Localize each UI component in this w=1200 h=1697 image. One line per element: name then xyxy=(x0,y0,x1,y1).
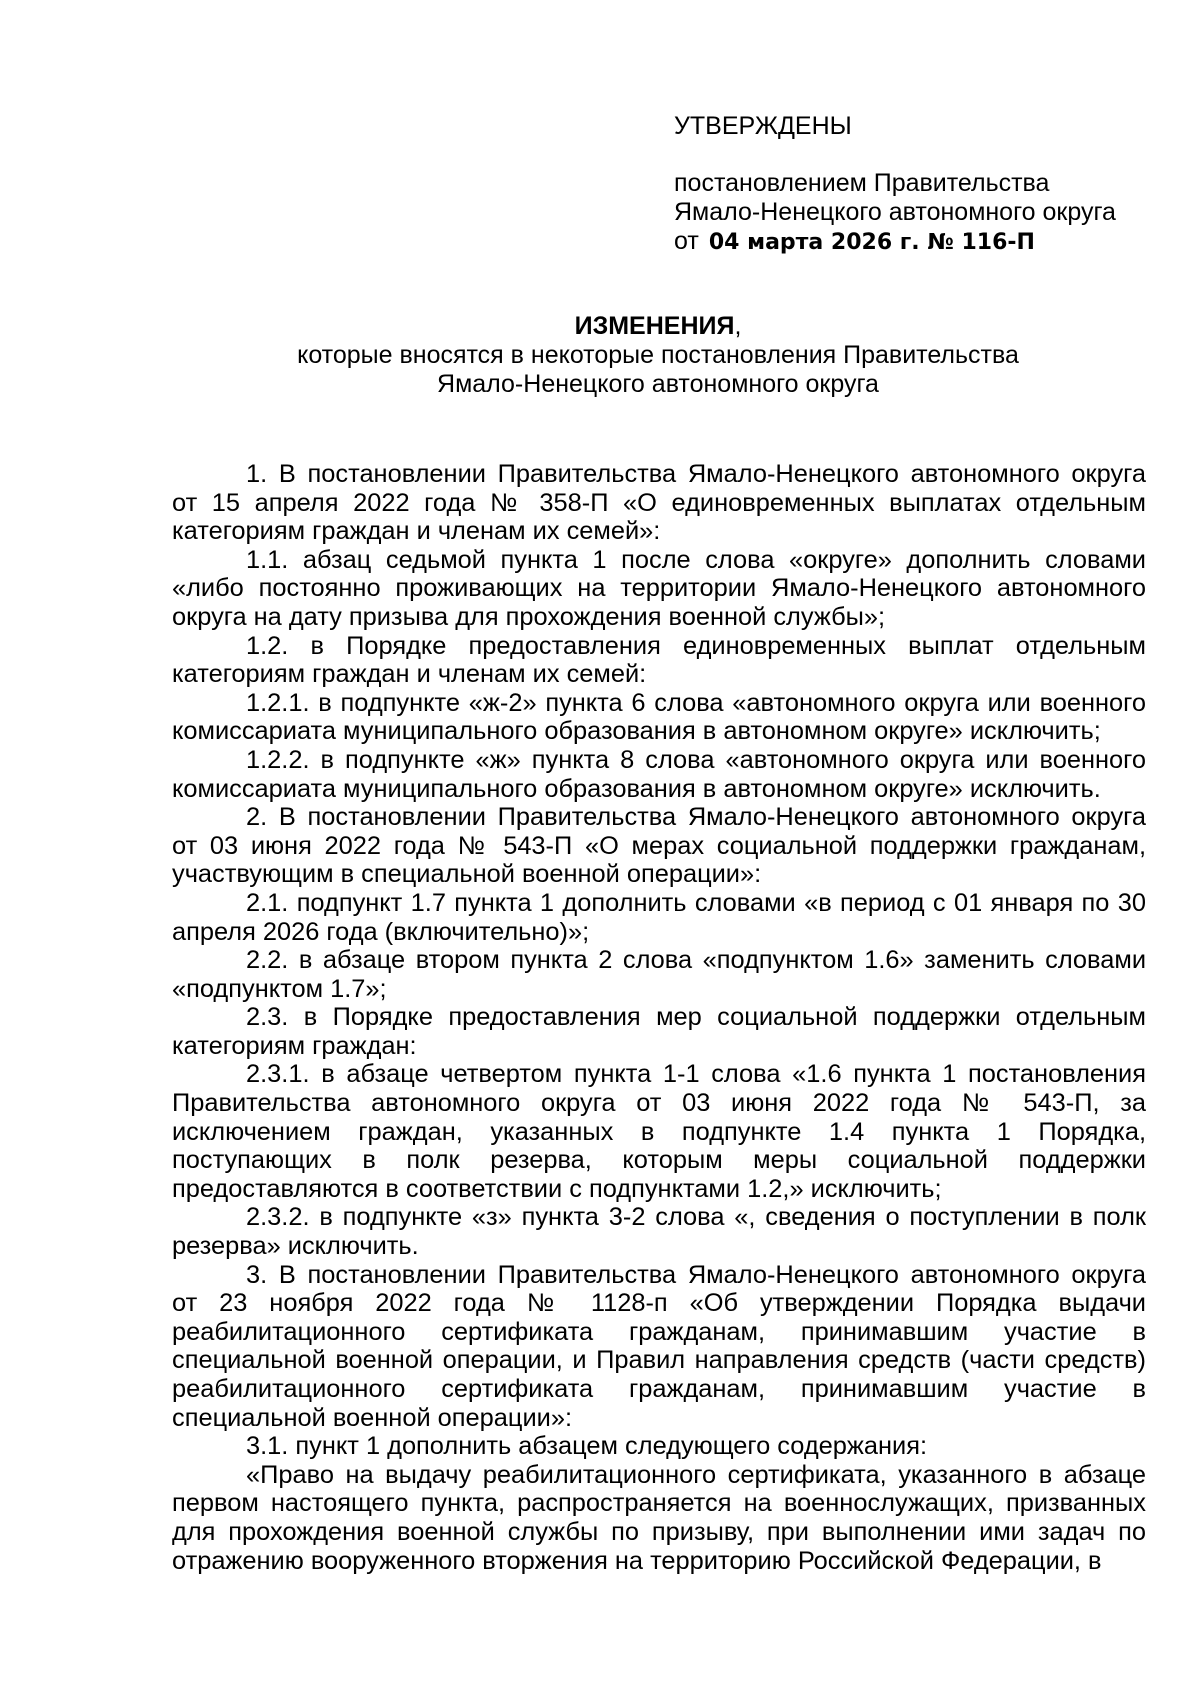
paragraph-2-2: 2.2. в абзаце втором пункта 2 слова «подпунктом 1.6» заменить словами «подпунктом 1.7»; xyxy=(172,946,1146,1003)
document-title xyxy=(172,312,1144,399)
approval-date-number: 04 марта 2026 г. № 116-П xyxy=(708,230,1035,255)
paragraph-1-2-2: 1.2.2. в подпункте «ж» пункта 8 слова «автономного округа или военного комиссариата муниципального образования в автономном округе» исключить. xyxy=(172,745,1146,803)
document-body xyxy=(172,460,1146,1575)
approval-region-line: Ямало-Ненецкого автономного округа xyxy=(674,198,1116,226)
title-subtitle-line-1: которые вносятся в некоторые постановления Правительства xyxy=(297,341,1019,369)
paragraph-2-3-2: 2.3.2. в подпункте «з» пункта 3-2 слова «, сведения о поступлении в полк резерва» исключить. xyxy=(172,1203,1146,1261)
paragraph-2-3: 2.3. в Порядке предоставления мер социальной поддержки отдельным категориям граждан: xyxy=(172,1003,1146,1060)
title-main: ИЗМЕНЕНИЯ xyxy=(574,312,735,340)
paragraph-3: 3. В постановлении Правительства Ямало-Ненецкого автономного округа от 23 ноября 2022 года № 1128-п «Об утверждении Порядка выдачи реабилитационного сертификата гражданам, принимавшим участие в специальной военной операции, и Правил направления средств (части средств) реабилитационного сертификата гражданам, принимавшим участие в специальной военной операции»: xyxy=(172,1260,1146,1432)
title-main-line xyxy=(172,312,1144,341)
paragraph-2-1: 2.1. подпункт 1.7 пункта 1 дополнить словами «в период с 01 января по 30 апреля 2026 года (включительно)»; xyxy=(172,888,1146,946)
approval-block xyxy=(674,112,1154,257)
paragraph-1-1: 1.1. абзац седьмой пункта 1 после слова «округе» дополнить словами «либо постоянно проживающих на территории Ямало-Ненецкого автономного округа на дату призыва для прохождения военной службы»; xyxy=(172,545,1146,631)
paragraph-1-2-1: 1.2.1. в подпункте «ж-2» пункта 6 слова «автономного округа или военного комиссариата муниципального образования в автономном округе» исключить; xyxy=(172,688,1146,746)
paragraph-3-1: 3.1. пункт 1 дополнить абзацем следующего содержания: xyxy=(246,1432,928,1461)
title-subtitle-line-2: Ямало-Ненецкого автономного округа xyxy=(437,370,879,398)
title-comma: , xyxy=(734,312,742,340)
approval-date-line xyxy=(674,227,1154,257)
approval-date-prefix: от xyxy=(674,227,699,255)
paragraph-1-2: 1.2. в Порядке предоставления единовременных выплат отдельным категориям граждан и членам их семей: xyxy=(172,631,1146,689)
paragraph-2-3-1: 2.3.1. в абзаце четвертом пункта 1-1 слова «1.6 пункта 1 постановления Правительства автономного округа от 03 июня 2022 года № 543-П, за исключением граждан, указанных в подпункте 1.4 пункта 1 Порядка, поступающих в полк резерва, которым меры социальной поддержки предоставляются в соответствии с подпунктами 1.2,» исключить; xyxy=(172,1060,1146,1203)
paragraph-1: 1. В постановлении Правительства Ямало-Ненецкого автономного округа от 15 апреля 2022 года № 358-П «О единовременных выплатах отдельным категориям граждан и членам их семей»: xyxy=(172,460,1146,546)
paragraph-2: 2. В постановлении Правительства Ямало-Ненецкого автономного округа от 03 июня 2022 года № 543-П «О мерах социальной поддержки гражданам, участвующим в специальной военной операции»: xyxy=(172,803,1146,889)
approved-heading: УТВЕРЖДЕНЫ xyxy=(674,112,852,140)
paragraph-3-1-quote: «Право на выдачу реабилитационного сертификата, указанного в абзаце первом настоящего пункта, распространяется на военнослужащих, призванных для прохождения военной службы по призыву, при выполнении ими задач по отражению вооруженного вторжения на территорию Российской Федерации, в xyxy=(172,1460,1146,1575)
approval-decree-line: постановлением Правительства xyxy=(674,169,1050,197)
